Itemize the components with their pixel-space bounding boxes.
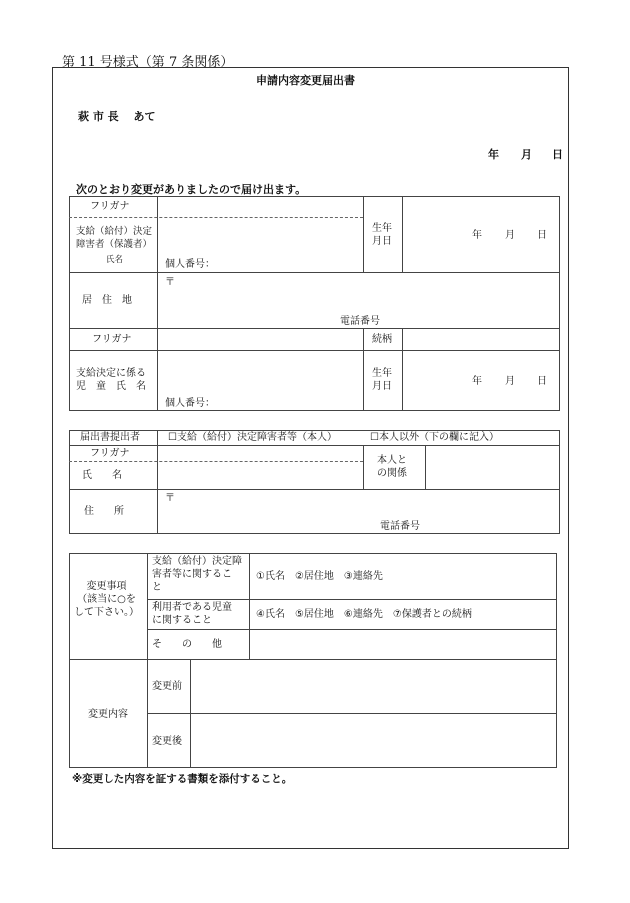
address-label: 居 住 地 — [82, 295, 132, 306]
footnote: ※変更した内容を証する書類を添付すること。 — [72, 773, 293, 785]
birthdate-label: 生年 月日 — [372, 223, 392, 247]
child-birthdate-label: 生年 月日 — [372, 368, 392, 392]
recipient-label: 支給（給付）決定 障害者（保護者） — [76, 226, 153, 250]
submitter-name-label: 氏 名 — [82, 470, 122, 481]
submitter-relation-label: 本人と の関係 — [377, 455, 407, 479]
birth-year: 年 — [472, 230, 482, 241]
furigana2-label: フリガナ — [92, 334, 132, 345]
relation-label: 続柄 — [372, 334, 392, 345]
intro-text: 次のとおり変更がありましたので届け出ます。 — [76, 183, 307, 196]
kojin-bango2-label: 個人番号： — [165, 398, 215, 409]
submitter-label: 届出書提出者 — [80, 432, 140, 443]
birth-day: 日 — [537, 230, 547, 241]
birth-month: 月 — [505, 230, 515, 241]
section3-border — [69, 553, 557, 768]
submitter-postal-mark: 〒 — [165, 493, 175, 504]
postal-mark: 〒 — [165, 277, 175, 288]
furigana-label: フリガナ — [90, 201, 130, 212]
child-birth-year: 年 — [472, 376, 482, 387]
submitter-address-label: 住 所 — [84, 506, 124, 517]
before-label: 変更前 — [152, 681, 182, 692]
change-row2-options[interactable]: ④氏名 ⑤居住地 ⑥連絡先 ⑦保護者との続柄 — [256, 609, 472, 620]
change-row1-options[interactable]: ①氏名 ②居住地 ③連絡先 — [256, 571, 383, 582]
change-row2-label: 利用者である児童 に関すること — [152, 602, 232, 626]
name-label: 氏名 — [106, 255, 124, 265]
child-birth-day: 日 — [537, 376, 547, 387]
option-self[interactable]: ☐支給（給付）決定障害者等（本人） — [168, 432, 337, 443]
form-reference: 第 11 号様式（第 7 条関係） — [62, 55, 234, 70]
form-title: 申請内容変更届出書 — [256, 74, 355, 87]
child-name-label: 支給決定に係る 児 童 氏 名 — [76, 368, 146, 392]
submitter-furigana-label: フリガナ — [90, 448, 130, 459]
change-row1-label: 支給（給付）決定障 害者等に関するこ と — [152, 556, 242, 593]
phone-label: 電話番号 — [340, 316, 380, 327]
child-birth-month: 月 — [505, 376, 515, 387]
date-month: 月 — [521, 148, 532, 161]
addressee: 萩 市 長 あて — [78, 110, 156, 123]
change-row3-label: そ の 他 — [152, 639, 222, 650]
change-content-label: 変更内容 — [88, 709, 128, 720]
kojin-bango-label: 個人番号： — [165, 259, 215, 270]
after-label: 変更後 — [152, 736, 182, 747]
date-day: 日 — [552, 148, 563, 161]
submitter-phone-label: 電話番号 — [380, 521, 420, 532]
change-item-label: 変更事項 （該当に○を して下さい。） — [74, 581, 139, 618]
option-other[interactable]: ☐本人以外（下の欄に記入） — [370, 432, 499, 443]
date-year: 年 — [488, 148, 499, 161]
